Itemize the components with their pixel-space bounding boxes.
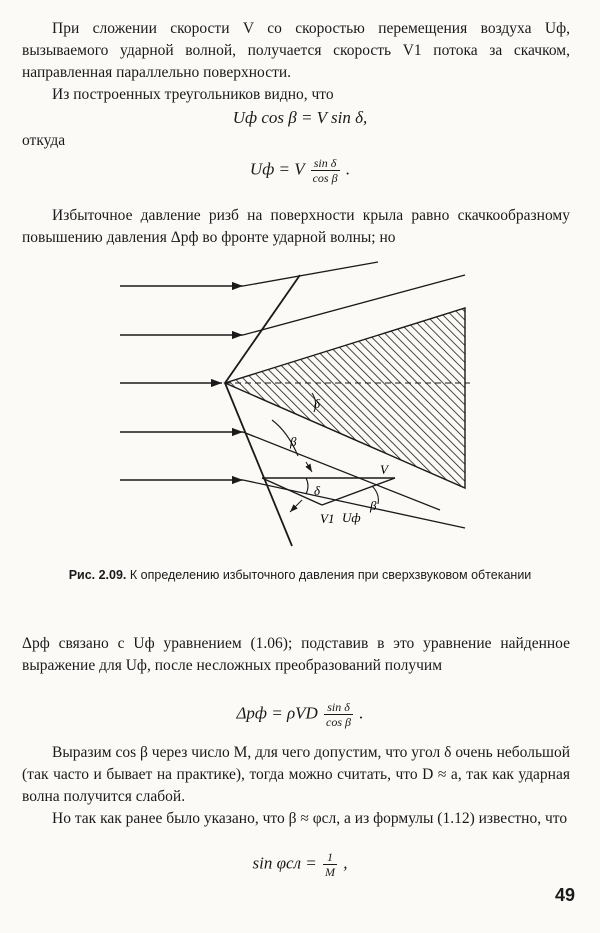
word-otkuda: откуда	[22, 132, 66, 149]
equation-4-numerator: 1	[323, 850, 337, 865]
vector-uf	[322, 478, 395, 505]
caption-text: К определению избыточного давления при сверхзвуковом обтекании	[129, 568, 532, 582]
equation-2-lhs: Uф = V	[249, 159, 305, 179]
equation-4-tail: ,	[343, 853, 348, 873]
equation-3-denominator: cos β	[326, 715, 352, 729]
label-beta-small: β	[370, 498, 377, 513]
paragraph-cos-beta: Выразим cos β через число M, для чего допустим, что угол δ очень небольшой (так часто и бывает на практике), тогда можно считать, что D ≈ a, так как ударная волна получится слабой.	[22, 744, 570, 805]
page-number: 49	[555, 885, 576, 905]
arc-delta-bottom	[306, 478, 308, 494]
equation-3	[0, 700, 600, 729]
streamline-upper-1	[243, 262, 378, 286]
equation-2-denominator: cos β	[312, 171, 338, 185]
vector-v1	[262, 478, 322, 505]
figure-caption	[0, 568, 600, 583]
label-v1: V1	[320, 511, 335, 526]
indicator-arrow-1	[290, 500, 302, 512]
wing-wedge	[225, 308, 465, 488]
equation-4-lhs: sin φсл =	[252, 853, 317, 873]
equation-3-fraction	[324, 700, 353, 729]
equation-1: Uф cos β = V sin δ,	[232, 108, 368, 127]
equation-2-tail: .	[345, 159, 351, 179]
equation-2-numerator: sin δ	[311, 156, 340, 171]
label-v: V	[380, 462, 388, 477]
equation-3-numerator: sin δ	[324, 700, 353, 715]
paragraph-velocity-addition: При сложении скорости V со скоростью перемещения воздуха Uф, вызываемого ударной волной, получается скорость V1 потока за скачком, направленная параллельно поверхности.	[22, 20, 570, 81]
label-beta: β	[290, 434, 297, 449]
label-delta-top: δ	[314, 396, 321, 411]
paragraph-excess-pressure: Избыточное давление pизб на поверхности крыла равно скачкообразному повышению давления Δpф во фронте ударной волны; но	[22, 207, 570, 246]
equation-4	[0, 850, 600, 879]
equation-3-lhs: Δpф = ρVD	[236, 703, 318, 723]
paragraph-triangles: Из построенных треугольников видно, что	[52, 86, 334, 103]
paragraph-delta-p: Δpф связано с Uф уравнением (1.06); подставив в это уравнение найденное выражение для Uф, после несложных преобразований получим	[22, 635, 570, 674]
paragraph-phi: Но так как ранее было указано, что β ≈ φсл, а из формулы (1.12) известно, что	[52, 810, 568, 827]
equation-4-fraction	[323, 850, 337, 879]
indicator-arrow-2	[306, 462, 312, 472]
caption-number: Рис. 2.09.	[68, 568, 127, 582]
equation-3-tail: .	[359, 703, 364, 723]
label-delta-bottom: δ	[314, 483, 321, 498]
label-uf: Uф	[342, 510, 361, 525]
equation-4-denominator: M	[324, 865, 335, 879]
